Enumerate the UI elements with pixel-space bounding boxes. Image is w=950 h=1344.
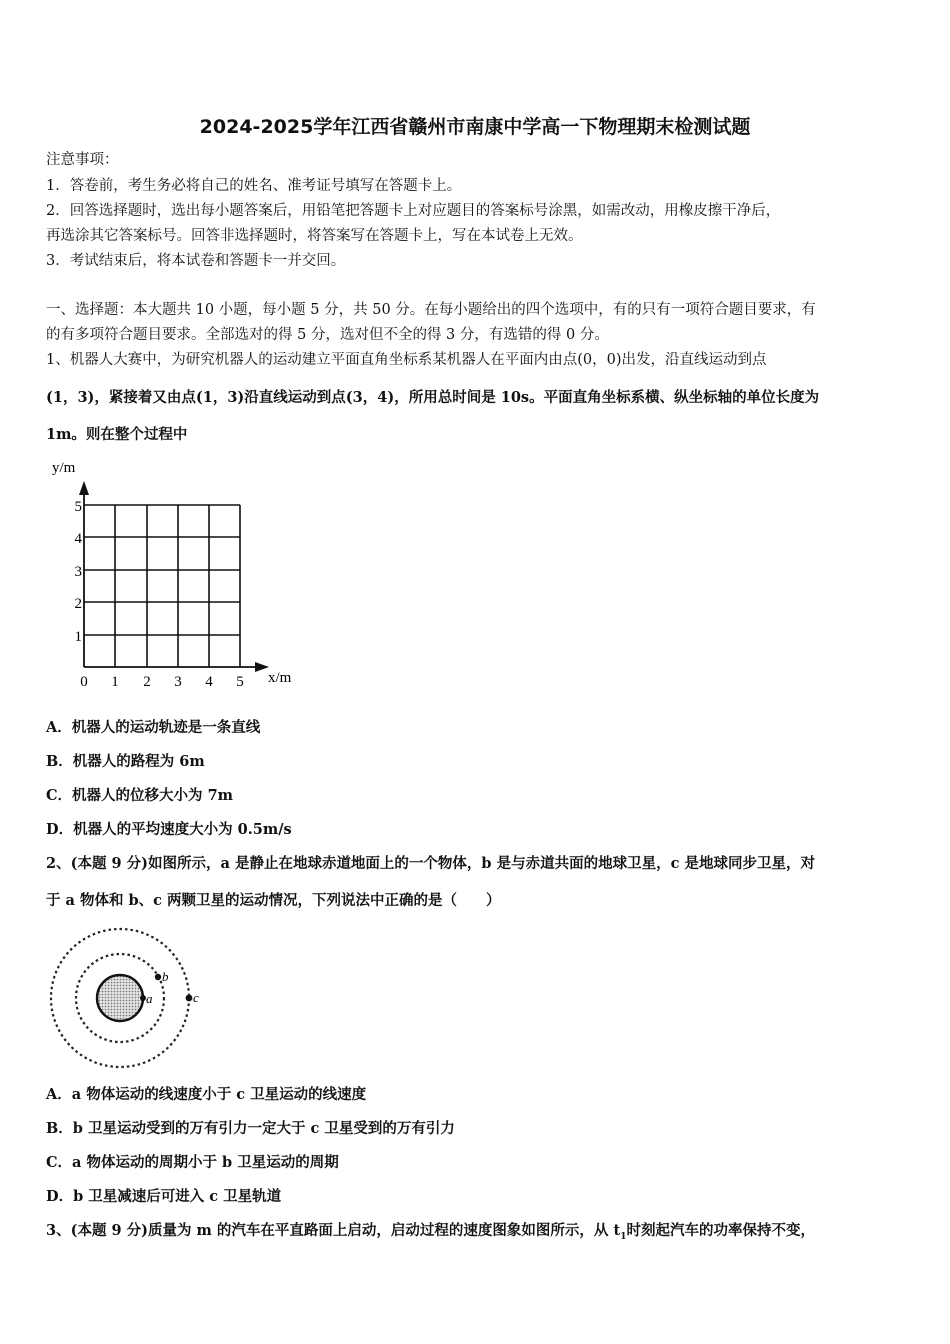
satellite-b: [155, 974, 161, 980]
x-tick-3: 3: [174, 674, 182, 690]
y-tick-1: 1: [74, 629, 82, 645]
notice-item-1: 1．答卷前，考生务必将自己的姓名、准考证号填写在答题卡上。: [46, 178, 462, 194]
section-instructions-line-2: 的有多项符合题目要求。全部选对的得 5 分，选对但不全的得 3 分，有选错的得 0 分。: [46, 327, 609, 343]
coordinate-grid-figure: [40, 455, 310, 695]
notice-item-2-cont: 再选涂其它答案标号。回答非选择题时，将答案写在答题卡上，写在本试卷上无效。: [46, 228, 583, 244]
page-title: 2024-2025学年江西省赣州市南康中学高一下物理期末检测试题: [199, 116, 751, 138]
y-axis-arrow: [79, 481, 89, 495]
question-2-line-1: 2、(本题 9 分)如图所示，a 是静止在地球赤道地面上的一个物体，b 是与赤道共面的地球卫星，c 是地球同步卫星，对: [46, 855, 815, 872]
satellite-c: [186, 995, 193, 1002]
question-1-line-1: 1、机器人大赛中，为研究机器人的运动建立平面直角坐标系某机器人在平面内由点(0，0)出发，沿直线运动到点: [46, 352, 767, 368]
y-tick-3: 3: [74, 564, 82, 580]
axes: [84, 485, 264, 667]
question-1-line-3: 1m。则在整个过程中: [46, 426, 188, 443]
question-1-option-c: C．机器人的位移大小为 7m: [46, 787, 234, 804]
satellite-orbit-figure: [44, 924, 210, 1074]
earth: [97, 975, 143, 1021]
section-instructions-line-1: 一、选择题：本大题共 10 小题，每小题 5 分，共 50 分。在每小题给出的四个选项中，有的只有一项符合题目要求，有: [46, 302, 816, 318]
x-tick-0: 0: [80, 674, 88, 690]
label-a: a: [146, 991, 153, 1006]
y-tick-5: 5: [74, 499, 82, 515]
notice-item-2: 2．回答选择题时，选出每小题答案后，用铅笔把答题卡上对应题目的答案标号涂黑，如需改动，用橡皮擦干净后，: [46, 203, 781, 219]
question-1-line-2: (1，3)，紧接着又由点(1，3)沿直线运动到点(3，4)，所用总时间是 10s。平面直角坐标系横、纵坐标轴的单位长度为: [46, 389, 820, 406]
question-2-option-b: B．b 卫星运动受到的万有引力一定大于 c 卫星受到的万有引力: [46, 1120, 455, 1137]
question-1-option-a: A．机器人的运动轨迹是一条直线: [46, 719, 261, 736]
x-tick-4: 4: [205, 674, 213, 690]
label-b: b: [162, 969, 169, 984]
label-c: c: [193, 990, 199, 1005]
notice-item-3: 3．考试结束后，将本试卷和答题卡一并交回。: [46, 253, 346, 269]
subscript-1: 1: [620, 1231, 627, 1242]
y-tick-4: 4: [74, 531, 82, 547]
question-3-text-start: 3、(本题 9 分)质量为 m 的汽车在平直路面上启动，启动过程的速度图象如图所示，从 t: [46, 1222, 621, 1239]
x-tick-1: 1: [111, 674, 119, 690]
x-axis-label: x/m: [268, 670, 292, 686]
x-tick-5: 5: [236, 674, 244, 690]
x-axis-arrow: [255, 662, 269, 672]
question-2-option-a: A．a 物体运动的线速度小于 c 卫星运动的线速度: [46, 1086, 367, 1103]
question-3-text-end: 时刻起汽车的功率保持不变，: [626, 1222, 815, 1239]
question-3-line-1: [46, 1221, 908, 1247]
question-1-option-d: D．机器人的平均速度大小为 0.5m/s: [46, 821, 292, 838]
x-tick-2: 2: [143, 674, 151, 690]
question-2-option-d: D．b 卫星减速后可进入 c 卫星轨道: [46, 1188, 282, 1205]
question-2-option-c: C．a 物体运动的周期小于 b 卫星运动的周期: [46, 1154, 339, 1171]
y-axis-label: y/m: [52, 460, 76, 476]
grid-lines: [84, 505, 240, 667]
question-1-option-b: B．机器人的路程为 6m: [46, 753, 205, 770]
y-tick-2: 2: [74, 596, 82, 612]
notice-heading: 注意事项：: [46, 152, 119, 168]
question-2-line-2: 于 a 物体和 b、c 两颗卫星的运动情况，下列说法中正确的是（ ）: [46, 892, 501, 909]
